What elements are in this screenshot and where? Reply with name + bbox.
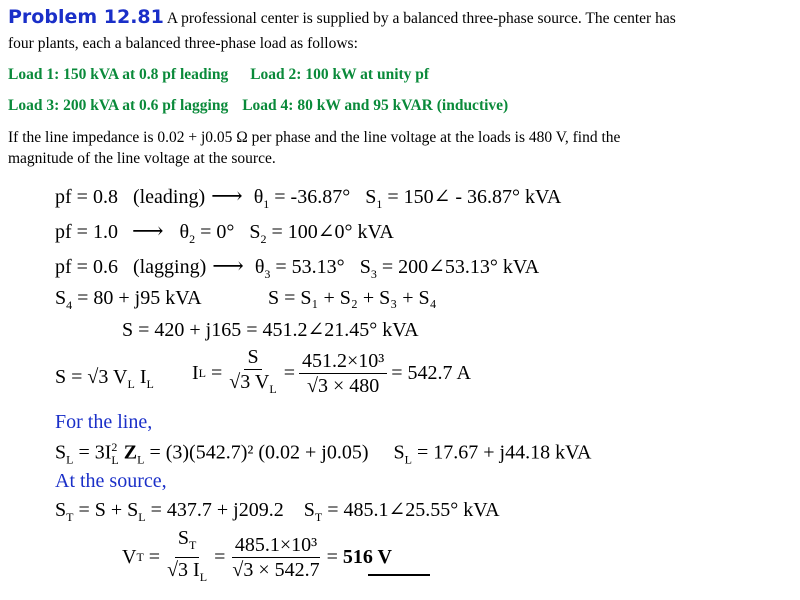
heading-for-the-line: For the line, — [55, 411, 153, 433]
given-line-1: If the line impedance is 0.02 + j0.05 Ω per phase and the line voltage at the loads is 480 V, find the — [8, 129, 621, 146]
load-line-1 — [8, 66, 429, 84]
load-4: Load 4: 80 kW and 95 kVAR (inductive) — [242, 97, 509, 114]
vt-fraction-2: $\frac{\text{485.1×10³}}{√3 \times 542.7}$ — [232, 534, 320, 581]
eq-pf3: pf = 0.6 (lagging) ⟶ $\theta_3 = 53.13^\circ$ $S_3$ = 200∠53.13° kVA — [55, 253, 540, 281]
problem-statement-line-2: four plants, each a balanced three-phase load as follows: — [8, 35, 358, 52]
eq-s-total: S = 420 + j165 = 451.2∠21.45° kVA — [122, 319, 419, 341]
il-fraction-2: $\frac{\text{451.2×10³}}{√3 \times 480}$ — [299, 350, 387, 397]
eq-il: I L = $\frac{S}{√3 V_L}$ = $\frac{\text{451.2×10³}}{√3 \times 480}$ = 542.7 A — [192, 346, 471, 400]
load-1: Load 1: 150 kVA at 0.8 pf leading — [8, 66, 229, 83]
eq-pf1: pf = 0.8 (leading) ⟶ $\theta_1 = -36.87^\circ$ $S_1$ = 150∠ - 36.87° kVA — [55, 183, 562, 211]
final-answer: 516 V — [342, 546, 392, 568]
problem-intro: A professional center is supplied by a balanced three-phase source. The center has — [163, 10, 676, 27]
eq-st: $S_T = S + S_L = 437.7 + j209.2$ $S_T$ = 485.1∠25.55° kVA — [55, 499, 500, 524]
load-line-2 — [8, 97, 508, 115]
heading-at-the-source: At the source, — [55, 470, 167, 492]
eq-s-sum: S = S₁ + S₂ + S₃ + S₄ — [268, 287, 437, 309]
eq-s4: $S_4 = 80 + j95$ kVA — [55, 287, 202, 312]
load-2: Load 2: 100 kW at unity pf — [250, 66, 430, 83]
answer-underline — [368, 574, 430, 576]
given-line-2: magnitude of the line voltage at the source. — [8, 150, 276, 167]
load-3: Load 3: 200 kVA at 0.6 pf lagging — [8, 97, 229, 114]
vt-fraction-1: $\frac{S_T}{√3 I_L}$ — [167, 527, 208, 584]
problem-statement-line-1 — [8, 6, 676, 28]
il-fraction-1: $\frac{S}{√3 V_L}$ — [229, 346, 277, 396]
problem-label: Problem 12.81 — [8, 6, 164, 28]
eq-sl: $S_L = 3I^2_L$ $Z_L = (3)(542.7)^2$ (0.02 + j0.05) $S_L = 17.67 + j44.18$ kVA — [55, 440, 592, 467]
eq-s-formula: S = √3 $V_L$ $I_L$ — [55, 366, 154, 391]
eq-pf2: pf = 1.0 ⟶ $\theta_2 = 0^\circ$ $S_2$ = 100∠0° kVA — [55, 218, 394, 246]
eq-vt: V T = $\frac{S_T}{√3 I_L}$ = $\frac{\text{485.1×10³}}{√3 \times 542.7}$ = 516 V — [122, 527, 392, 588]
